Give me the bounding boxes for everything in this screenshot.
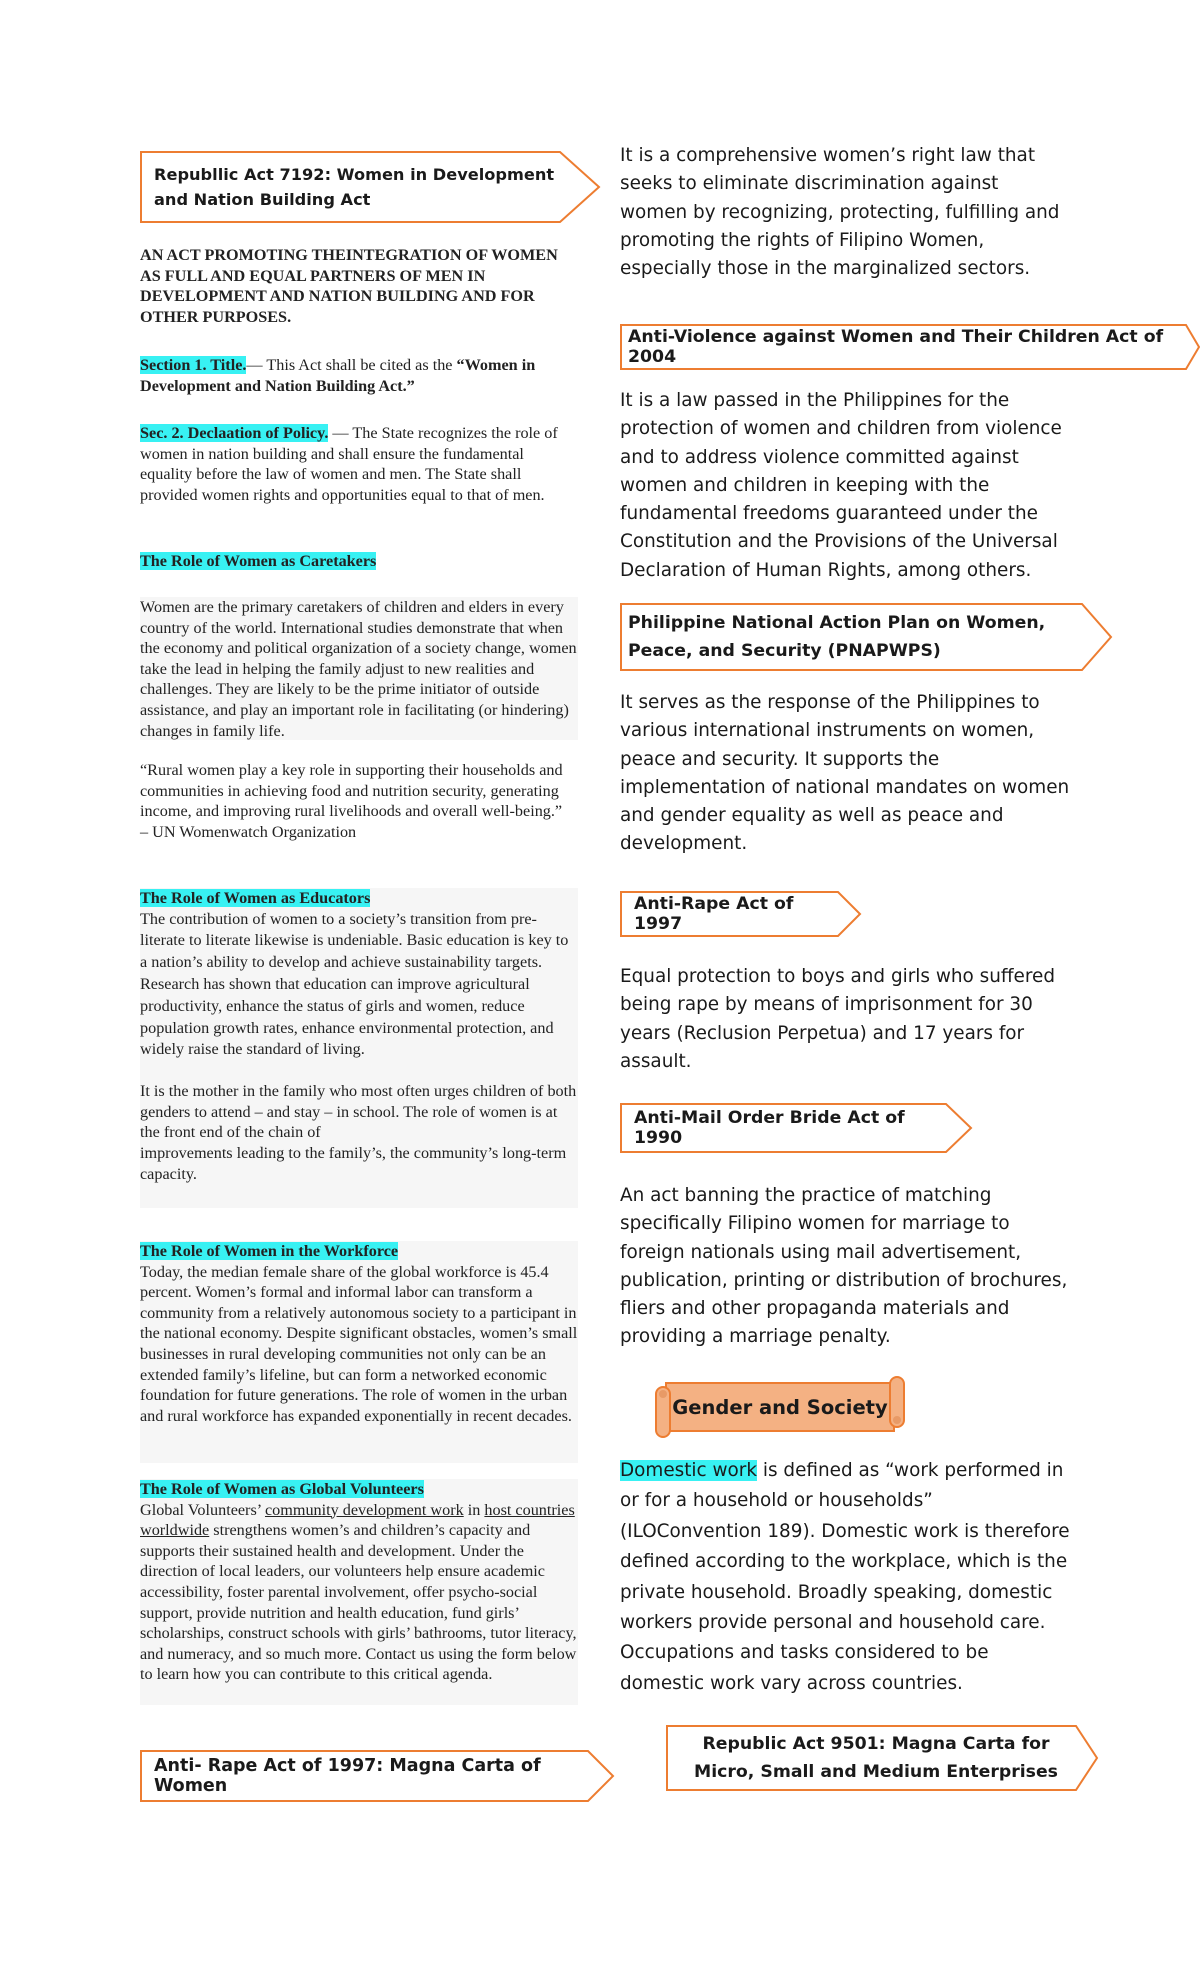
educators-section: [140, 888, 578, 1208]
workforce-section: [140, 1241, 578, 1463]
pnapwps-banner-text: Philippine National Action Plan on Women, Peace, and Security (PNAPWPS): [628, 613, 1046, 661]
gender-society-banner: [652, 1377, 908, 1437]
caretakers-heading-text: The Role of Women as Caretakers: [140, 552, 377, 570]
pnapwps-banner: [620, 603, 1112, 671]
educators-heading: The Role of Women as Educators: [140, 889, 371, 907]
magna-carta-women-banner: [140, 1750, 614, 1802]
caretakers-paragraph: [140, 597, 578, 740]
mail-order-banner-text: Anti-Mail Order Bride Act of 1990: [634, 1108, 905, 1148]
host-countries-link[interactable]: host countries worldwide: [140, 1500, 575, 1540]
quote-source: – UN Womenwatch Organization: [140, 822, 357, 841]
anti-rape-banner: [620, 891, 861, 937]
vawc-banner: [620, 324, 1200, 370]
section-1: [140, 355, 578, 396]
ra9501-banner-text: Republic Act 9501: Magna Carta for Micro, Small and Medium Enterprises: [694, 1734, 1058, 1782]
vawc-paragraph: It is a law passed in the Philippines for the protection of women and children from violence and to address violence committed against women and children in keeping with the fundamental freedoms guaranteed under the Constitution and the Provisions of the Universal Declaration of Human Rights, among others.: [620, 390, 1062, 581]
ra7192-banner-text: Republlic Act 7192: Women in Development and Nation Building Act: [154, 165, 555, 209]
section-1-text: — This Act shall be cited as the: [246, 356, 457, 374]
section-2: [140, 423, 578, 505]
volunteers-heading: The Role of Women as Global Volunteers: [140, 1480, 424, 1498]
domestic-work-term: Domestic work: [620, 1460, 758, 1481]
gender-society-banner-text: Gender and Society: [672, 1395, 888, 1419]
section-2-label: Sec. 2. Declaation of Policy.: [140, 424, 329, 442]
vawc-banner-text: Anti-Violence against Women and Their Children Act of 2004: [628, 327, 1164, 367]
section-1-label: Section 1. Title.: [140, 356, 247, 374]
volunteers-text-3: strengthens women’s and children’s capacity and supports their sustained health and development. Under the direction of local leaders, our volunteers help ensure academic accessibility, foster parental involvement, offer psycho-social support, provide nutrition and health education, fund girls’ scholarships, construct schools with girls’ bathrooms, tutor literacy, and numeracy, and so much more. Contact us using the form below to learn how you can contribute to this critical agenda.: [140, 1521, 577, 1684]
volunteers-section: [140, 1479, 578, 1705]
domestic-work-paragraph: [620, 1456, 1070, 1699]
educators-paragraph-1: The contribution of women to a society’s transition from pre-literate to literate likewise is undeniable. Basic education is key to a nation’s ability to develop and achieve sustainability targets. Research has shown that education can improve agricultural productivity, enhance the status of girls and women, reduce population growth rates, enhance environmental protection, and widely raise the standard of living.: [140, 909, 569, 1059]
ra9501-banner: [666, 1725, 1098, 1791]
volunteers-text-2: in: [463, 1500, 485, 1519]
section-1-quote: “Women in Development and Nation Building Act.”: [140, 356, 536, 395]
caretakers-paragraph-text: Women are the primary caretakers of children and elders in every country of the world. International studies demonstrate that when the economy and political organization of a society change, women take the lead in helping the family adjust to new realities and challenges. They are likely to be the prime initiator of outside assistance, and play an important role in facilitating (or hindering) changes in family life.: [140, 598, 577, 740]
magna-carta-women-banner-text: Anti- Rape Act of 1997: Magna Carta of Women: [154, 1756, 541, 1796]
act-title-text: AN ACT PROMOTING THEINTEGRATION OF WOMEN AS FULL AND EQUAL PARTNERS OF MEN IN DEVELOPMENT AND NATION BUILDING AND FOR OTHER PURPOSES.: [140, 246, 558, 326]
workforce-paragraph: Today, the median female share of the global workforce is 45.4 percent. Women’s formal and informal labor can transform a community from a relatively autonomous society to a participant in the national economy. Despite significant obstacles, women’s small businesses in rural developing communities not only can be an extended family’s lifeline, but can form a networked economic foundation for future generations. The role of women in the urban and rural workforce has expanded exponentially in recent decades.: [140, 1262, 578, 1425]
community-development-link[interactable]: community development work: [264, 1500, 464, 1519]
educators-paragraph-2a: It is the mother in the family who most often urges children of both genders to attend – and stay – in school. The role of women is at the front end of the chain of: [140, 1082, 577, 1142]
mail-order-paragraph: An act banning the practice of matching specifically Filipino women for marriage to foreign nationals using mail advertisement, publication, printing or distribution of brochures, fliers and other propaganda materials and providing a marriage penalty.: [620, 1185, 1068, 1348]
domestic-work-text: is defined as “work performed in or for a household or households” (ILOConvention 189). Domestic work is therefore defined according to the workplace, which is the private household. Broadly speaking, domestic workers provide personal and household care. Occupations and tasks considered to be domestic work vary across countries.: [620, 1460, 1070, 1694]
mail-order-banner: [620, 1103, 972, 1153]
intro-paragraph: It is a comprehensive women’s right law that seeks to eliminate discrimination against women by recognizing, protecting, fulfilling and promoting the rights of Filipino Women, especially those in the marginalized sectors.: [620, 145, 1060, 280]
rural-women-quote-text: “Rural women play a key role in supporting their households and communities in achieving food and nutrition security, generating income, and improving rural livelihoods and overall well-being.”: [140, 761, 563, 821]
section-2-text: — The State recognizes the role of women in nation building and shall ensure the fundamental equality before the law of women and men. The State shall provided women rights and opportunities equal to that of men.: [140, 424, 558, 504]
anti-rape-banner-text: Anti-Rape Act of 1997: [634, 894, 794, 934]
rural-women-quote: [140, 760, 578, 842]
volunteers-text-1: Global Volunteers’: [140, 1500, 265, 1519]
act-title: [140, 245, 578, 327]
pnapwps-paragraph: It serves as the response of the Philippines to various international instruments on women, peace and security. It supports the implementation of national mandates on women and gender equality as well as peace and development.: [620, 692, 1070, 855]
workforce-heading: The Role of Women in the Workforce: [140, 1242, 399, 1260]
caretakers-heading: [140, 551, 578, 572]
educators-paragraph-2b: improvements leading to the family’s, the community’s long-term capacity.: [140, 1143, 567, 1183]
ra7192-banner: [140, 151, 600, 223]
anti-rape-paragraph: Equal protection to boys and girls who suffered being rape by means of imprisonment for 30 years (Reclusion Perpetua) and 17 years for assault.: [620, 966, 1055, 1072]
